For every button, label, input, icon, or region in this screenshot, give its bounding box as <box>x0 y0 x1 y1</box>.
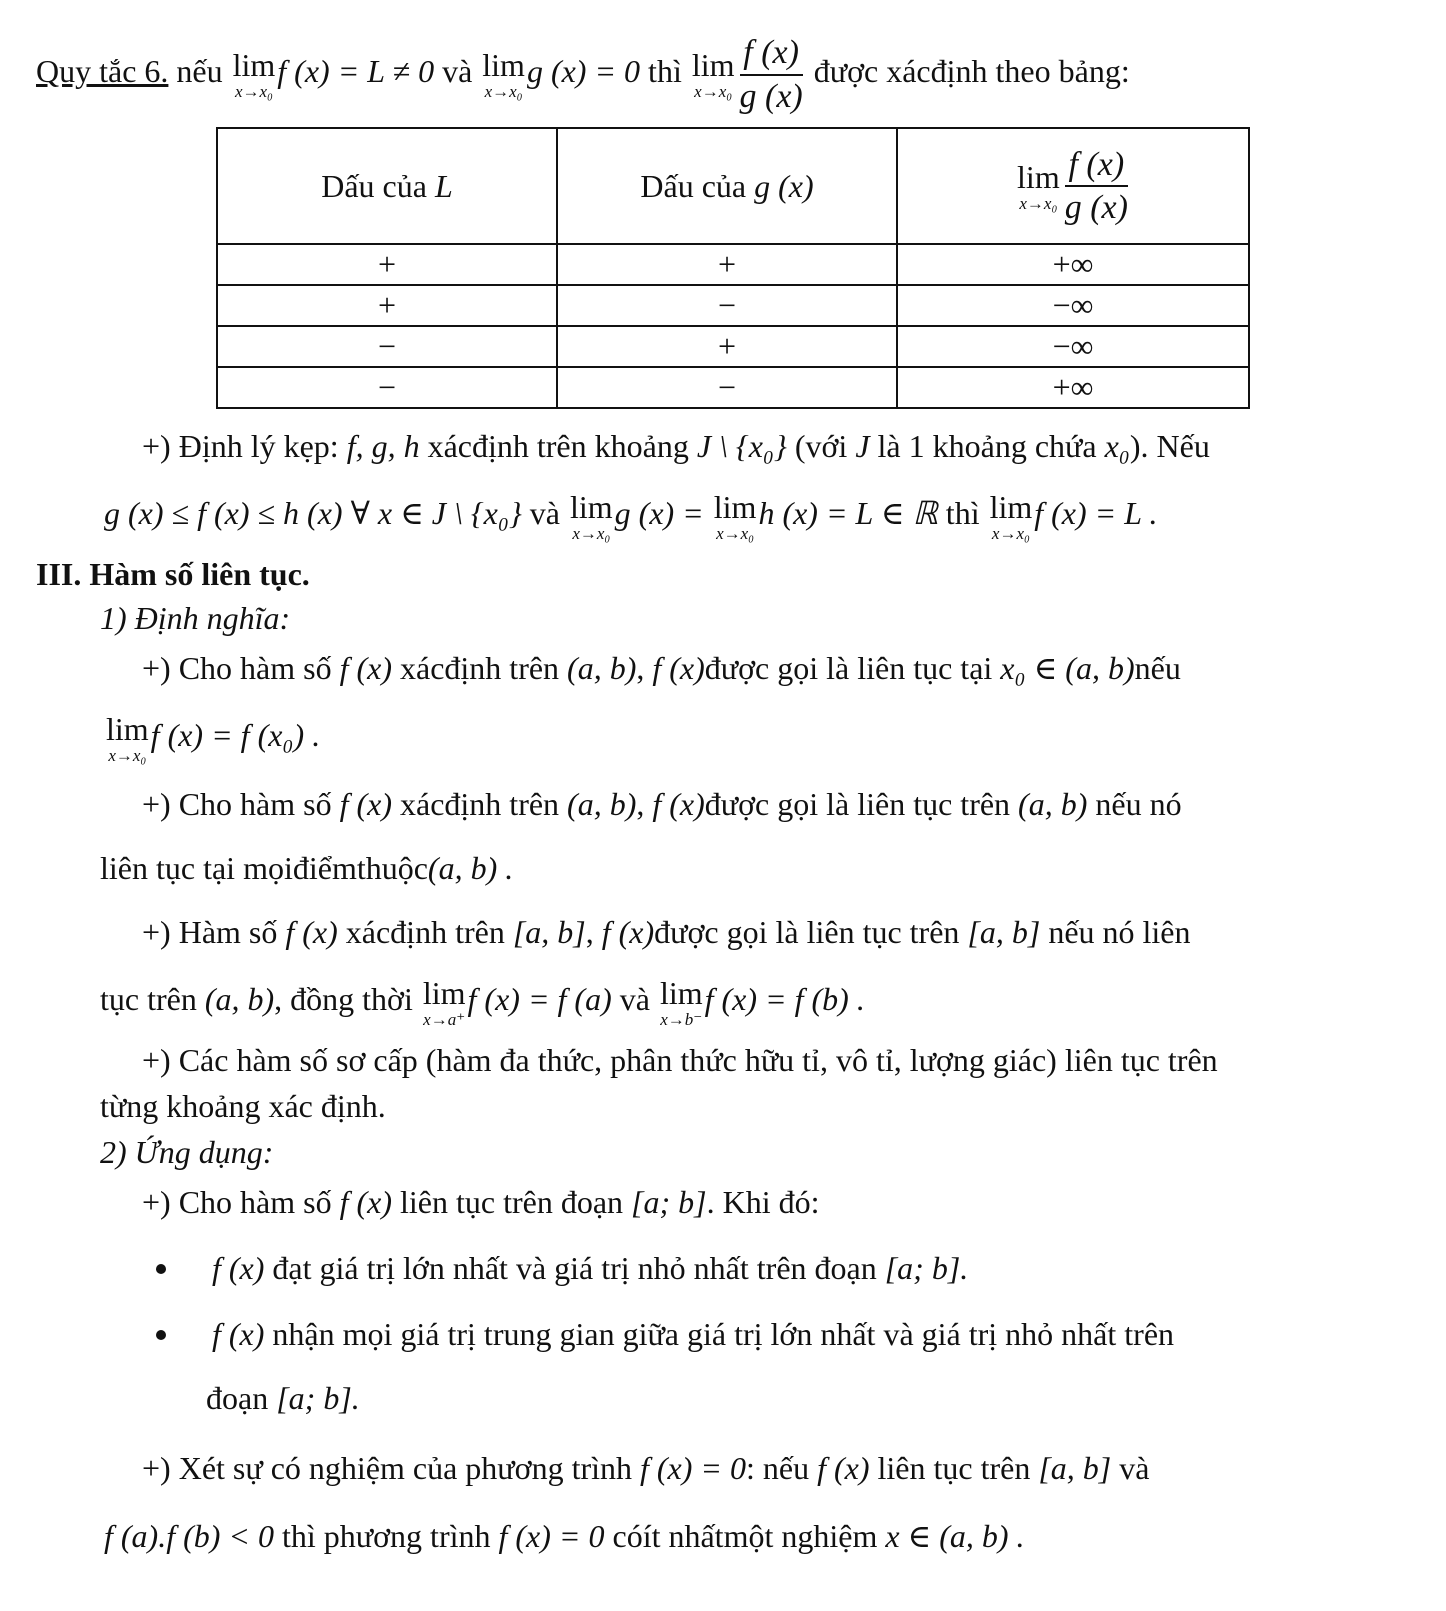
table-row <box>217 244 1249 285</box>
application-1-line: +) Cho hàm số f (x) liên tục trên đoạn [a; b]. Khi đó: <box>142 1184 820 1220</box>
table-row <box>217 367 1249 408</box>
definition-2-line-1: +) Cho hàm số f (x) xácđịnh trên (a, b), f (x)được gọi là liên tục trên (a, b) nếu nó <box>142 786 1182 822</box>
definition-1-line-2: lim x→x₀ f (x) = f (x₀) . <box>106 711 321 766</box>
table-header-row <box>217 128 1249 244</box>
fraction: $\frac{f (x)}{g (x)}$ <box>739 34 803 115</box>
header-limit: lim x→x₀ $\frac{f (x)}{g (x)}$ <box>897 128 1249 244</box>
definition-3-line-1: +) Hàm số f (x) xácđịnh trên [a, b], f (x)được gọi là liên tục trên [a, b] nếu nó liên <box>142 914 1191 950</box>
table-cell: + <box>217 285 557 326</box>
subsection-heading: 1) Định nghĩa: <box>100 600 291 636</box>
bullet-item-2-line-1: f (x) nhận mọi giá trị trung gian giữa giá trị lớn nhất và giá trị nhỏ nhất trên <box>212 1316 1175 1352</box>
definition-1-line-1: +) Cho hàm số f (x) xácđịnh trên (a, b), f (x)được gọi là liên tục tại x₀ ∈ (a, b)nếu <box>142 650 1181 686</box>
math-expression: g (x) = 0 <box>526 53 641 89</box>
sign-table <box>216 127 1250 409</box>
table-row <box>217 326 1249 367</box>
application-2-line-2: f (a).f (b) < 0 thì phương trình f (x) = 0 cóít nhấtmột nghiệm x ∈ (a, b) . <box>104 1518 1025 1554</box>
subsection-heading: 2) Ứng dụng: <box>100 1134 274 1170</box>
table-cell: − <box>217 367 557 408</box>
bullet-item-2-line-2: đoạn [a; b]. <box>206 1380 360 1416</box>
header-sign-L: Dấu của L <box>217 128 557 244</box>
table-cell: +∞ <box>897 244 1249 285</box>
table-row <box>217 285 1249 326</box>
limit-operator: lim x→x₀ <box>691 47 735 102</box>
table-cell: +∞ <box>897 367 1249 408</box>
definition-2-line-2: liên tục tại mọiđiểmthuộc(a, b) . <box>100 850 514 886</box>
limit-operator: lim x→x₀ <box>232 47 276 102</box>
rule6-label: Quy tắc 6. <box>36 53 169 89</box>
header-sign-g: Dấu của g (x) <box>557 128 897 244</box>
table-cell: −∞ <box>897 285 1249 326</box>
table-cell: − <box>217 326 557 367</box>
math-expression: f (x) = L ≠ 0 <box>277 53 435 89</box>
rule6-line: Quy tắc 6. nếu lim x→x₀ f (x) = L ≠ 0 và lim x→x₀ g (x) = 0 thì lim x→x₀ $\frac{f (x)}{g (x)}$ được xácđịnh theo bảng: <box>36 34 1130 115</box>
table-cell: + <box>557 244 897 285</box>
bullet-item-1: f (x) đạt giá trị lớn nhất và giá trị nhỏ nhất trên đoạn [a; b]. <box>212 1250 969 1286</box>
table-cell: + <box>217 244 557 285</box>
section-heading: III. Hàm số liên tục. <box>36 556 310 592</box>
bullet-icon <box>156 1330 166 1340</box>
table-cell: − <box>557 367 897 408</box>
table-cell: − <box>557 285 897 326</box>
squeeze-line-1: +) Định lý kẹp: f, g, h xácđịnh trên khoảng J \ {x₀} (với J là 1 khoảng chứa x₀). Nếu <box>142 428 1210 464</box>
table-cell: + <box>557 326 897 367</box>
bullet-icon <box>156 1264 166 1274</box>
definition-4-line-1: +) Các hàm số sơ cấp (hàm đa thức, phân thức hữu tỉ, vô tỉ, lượng giác) liên tục trên <box>142 1042 1218 1078</box>
application-2-line-1: +) Xét sự có nghiệm của phương trình f (x) = 0: nếu f (x) liên tục trên [a, b] và <box>142 1450 1150 1486</box>
definition-3-line-2: tục trên (a, b), đồng thời lim x→a⁺ f (x) = f (a) và lim x→b⁻ f (x) = f (b) . <box>100 975 865 1030</box>
limit-operator: lim x→x₀ <box>482 47 525 102</box>
table-cell: −∞ <box>897 326 1249 367</box>
squeeze-line-2: g (x) ≤ f (x) ≤ h (x) ∀ x ∈ J \ {x₀} và lim x→x₀ g (x) = lim x→x₀ h (x) = L ∈ ℝ thì lim x→x₀ f (x) = L . <box>104 489 1158 544</box>
definition-4-line-2: từng khoảng xác định. <box>100 1088 386 1124</box>
